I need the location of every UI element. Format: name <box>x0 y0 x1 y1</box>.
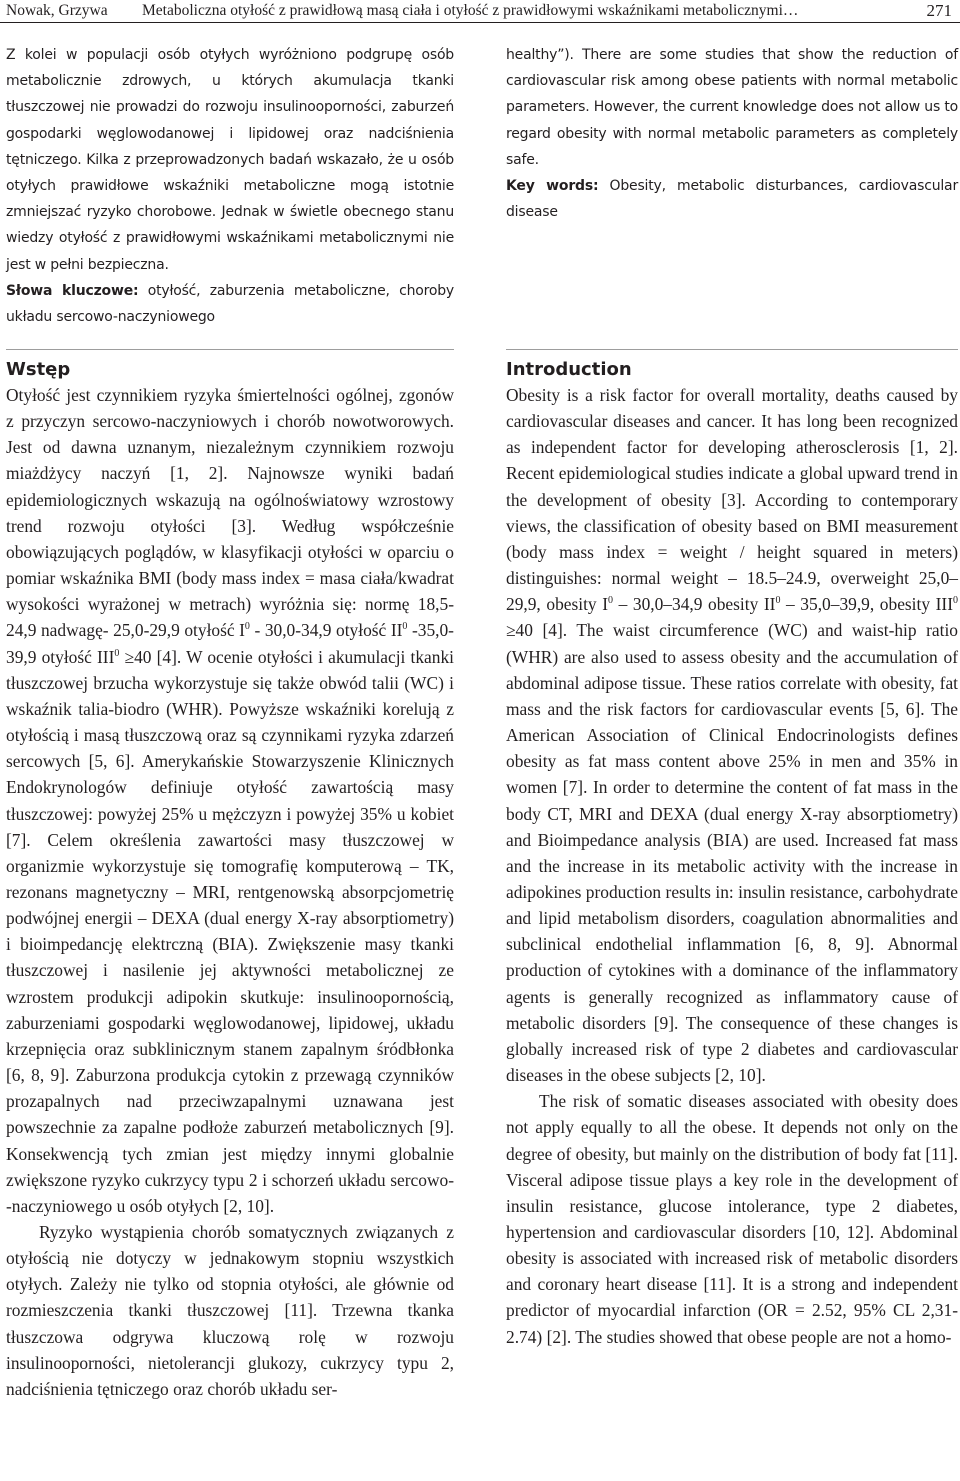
paragraph-english-1: Obesity is a risk factor for overall mortality, deaths caused by cardiovascular diseases and cancer. It has long been recognized as independent factor for developing atherosclerosis [1, 2]. Recent epidemiological studies indicate a global upward trend in the development of obesity [3]. According to contemporary views, the classification of obesity based on BMI measurement (body mass index = weight / height squared in meters) distinguishes: normal weight – 18.5–24.9, overweight 25,0–29,9, obesity $I^0 - 30,0-34,9$ obesity $II^0 - 35,0-39,9$, obesity $III^0 \ge 40$ [4]. The waist circumference (WC) and waist-hip ratio (WHR) are also used to assess obesity and the accumulation of abdominal adipose tissue. These ratios correlate with obesity, fat mass and the risk factors for cardiovascular events [5, 6]. The American Association of Clinical Endocrinologists defines obesity as fat mass content above 25% in men and 35% in women [7]. In order to determine the content of fat mass in the body CT, MRI and DEXA (dual energy X-ray absorptiometry) and Bioimpedance analysis (BIA) are used. Increased fat mass and the increase in its metabolic activity with the increase in adipokines production results in: insulin resistance, carbohydrate and lipid metabolism disorders, coagulation abnormalities and subclinical endothelial inflammation [6, 8, 9]. Abnormal production of cytokines with a dominance of the inflammatory agents is generally recognized as inflammatory cause of metabolic disorders [9]. The consequence of these changes is globally increased risk of type 2 diabetes and cardiovascular diseases in the obese subjects [2, 10]. <box>506 385 959 1086</box>
paragraph-polish-1: Otyłość jest czynnikiem ryzyka śmiertelności ogólnej, zgonów z przyczyn sercowo-naczyniowych i chorób nowotworowych. Jest od dawna uznanym, niezależnym czynnikiem rozwoju miażdżycy naczyń [1, 2]. Najnowsze wyniki badań epidemiologicznych wskazują na ogólnoświatowy wzrostowy trend rozwoju otyłości [3]. Według współcześnie obowiązujących poglądów, w klasyfikacji otyłości w oparciu o pomiar wskaźnika BMI (body mass index = masa ciała/kwadrat wysokości wyrażonej w metrach) wyróżnia się: normę 18,5-24,9 nadwagę- 25,0-29,9 otyłość $I^0 - 30,0-34,9$ otyłość $II^0$ -35,0-39,9 otyłość $III^0 \ge 40$ [4]. W ocenie otyłości i akumulacji tkanki tłuszczowej brzucha wykorzystuje się także obwód talii (WC) i wskaźnik talia-biodro (WHR). Powyższe wskaźniki korelują z otyłością i masą tłuszczową oraz są czynnikami ryzyka zdarzeń sercowych [5, 6]. Amerykańskie Stowarzyszenie Klinicznych Endokrynologów definiuje otyłość zawartością masy tłuszczowej: powyżej 25% u mężczyzn i powyżej 35% u kobiet [7]. Celem określenia zawartości masy tłuszczowej w organizmie wykorzystuje się tomografię komputerową – TK, rezonans magnetyczny – MRI, rentgenowską absorpcjometrię podwójnej energii – DEXA (dual energy X-ray absorptiometry) i bioimpedancję elektrczną (BIA). Zwiększenie masy tkanki tłuszczowej i nasilenie jej aktywności metabolicznej ze wzrostem produkcji adipokin skutkuje: insulinoopornością, zaburzeniami gospodarki węglowodanowej, lipidowej, układu krzepnięcia oraz subklinicznym stanem zapalnym śródbłonka [6, 8, 9]. Zaburzona produkcja cytokin z przewagą czynników prozapalnych nad przeciwzapalnymi uznawana jest powszechnie za zapalne podłoże zaburzeń metabolicznych [9]. Konsekwencją tych zmian jest między innymi globalnie zwiększone ryzyko cukrzycy typu 2 i schorzeń układu sercowo--naczyniowego u osób otyłych [2, 10]. <box>6 385 454 1216</box>
header-title: Metaboliczna otyłość z prawidłową masą ciała i otyłość z prawidłowymi wskaźnikami metabolicznymi… <box>142 2 799 19</box>
keywords-english: Obesity, metabolic disturbances, cardiovascular disease <box>506 178 958 221</box>
keywords-polish-label: Słowa kluczowe: <box>6 282 139 299</box>
abstract-english-text <box>506 42 958 225</box>
section-heading-english: Introduction <box>506 359 632 380</box>
abstract-english-body: healthy”). There are some studies that show the reduction of cardiovascular risk among obese patients with normal metabolic parameters. However, the current knowledge does not allow us to regard obesity with normal metabolic parameters as completely safe. <box>506 47 958 168</box>
divider-right <box>506 349 958 350</box>
abstract-polish-text <box>6 42 454 330</box>
section-english-body <box>506 382 958 1350</box>
keywords-english-label: Key words: <box>506 178 599 195</box>
keywords-polish: otyłość, zaburzenia metaboliczne, choroby układu sercowo-naczyniowego <box>6 282 454 326</box>
header-authors: Nowak, Grzywa <box>6 2 108 19</box>
section-heading-polish: Wstęp <box>6 359 71 380</box>
abstract-polish <box>6 42 454 330</box>
divider-left <box>6 349 454 350</box>
section-english <box>506 358 958 1350</box>
abstract-english <box>506 42 958 225</box>
running-header <box>0 0 960 23</box>
section-polish <box>6 358 454 1402</box>
abstract-polish-body: Z kolei w populacji osób otyłych wyróżniono podgrupę osób metabolicznie zdrowych, u których akumulacja tkanki tłuszczowej nie prowadzi do rozwoju insulinooporności, zaburzeń gospodarki węglowodanowej i lipidowej oraz nadciśnienia tętniczego. Kilka z przeprowadzonych badań wskazało, że u osób otyłych prawidłowe wskaźniki metaboliczne mogą istotnie zmniejszać ryzyko chorobowe. Jednak w świetle obecnego stanu wiedzy otyłość z prawidłowymi wskaźnikami metabolicznymi nie jest w pełni bezpieczna. <box>6 47 454 273</box>
section-polish-body <box>6 382 454 1402</box>
page-number: 271 <box>926 1 952 20</box>
paragraph-english-2: The risk of somatic diseases associated with obesity does not apply equally to all the obese. It depends not only on the degree of obesity, but mainly on the distribution of body fat [11]. Visceral adipose tissue plays a key role in the development of insulin resistance, glucose intolerance, type 2 diabetes, hypertension and cardiovascular disorders [10, 12]. Abdominal obesity is associated with increased risk of metabolic disorders and coronary heart disease [11]. It is a strong and independent predictor of myocardial infarction (OR = 2.52, 95% CL 2,31- 2.74) [2]. The studies showed that obese people are not a homo- <box>506 1091 958 1347</box>
paragraph-polish-2: Ryzyko wystąpienia chorób somatycznych związanych z otyłością nie dotyczy w jednakowym stopniu wszystkich otyłych. Zależy nie tylko od stopnia otyłości, ale głównie od rozmieszczenia tkanki tłuszczowej [11]. Trzewna tkanka tłuszczowa odgrywa kluczową rolę w rozwoju insulinooporności, nietolerancji glukozy, cukrzycy typu 2, nadciśnienia tętniczego oraz chorób układu ser- <box>6 1222 454 1399</box>
